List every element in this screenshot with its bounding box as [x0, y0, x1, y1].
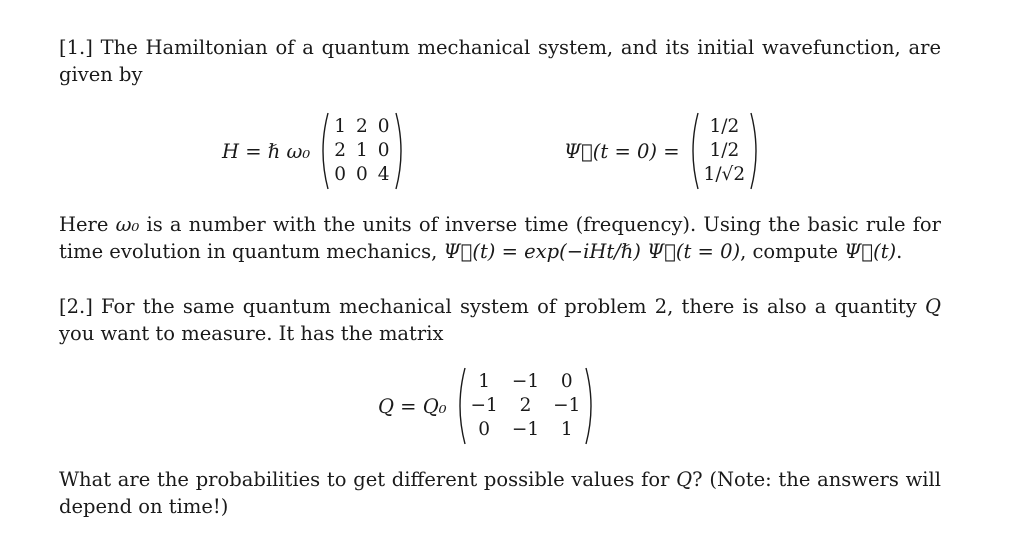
left-paren-icon [686, 111, 700, 191]
problem-1-intro-text: The Hamiltonian of a quantum mechanical system, and its initial wavefunction, are given by [59, 36, 941, 86]
question-text-1: What are the probabilities to get different possible values for [59, 468, 677, 491]
q-matrix-equation [378, 366, 598, 446]
matrix-cell: 0 [377, 116, 390, 137]
matrix-cell: −1 [511, 371, 540, 392]
body-text-1: Here [59, 213, 116, 236]
psi-initial-lhs: Ψ⃗(t = 0) = [564, 139, 680, 163]
left-paren-icon [316, 111, 330, 191]
matrix-cell: 1/√2 [703, 164, 746, 185]
matrix-cell: −1 [553, 395, 581, 416]
matrix-cell: 0 [560, 371, 573, 392]
q-matrix-lhs: Q = Q₀ [378, 394, 447, 418]
matrix-cell: 1/2 [709, 140, 740, 161]
time-evolution-formula: Ψ⃗(t) = exp(−iHt/ℏ) Ψ⃗(t = 0) [443, 240, 741, 263]
question-q-symbol: Q [676, 468, 693, 491]
matrix-cell: 0 [334, 164, 346, 185]
body-text-3: , compute [740, 240, 845, 263]
body-text-2: is a number with the units of inverse time (frequency). Using the basic rule for time evolution in quantum mechanics, [59, 213, 941, 263]
problem-2-number: [2.] [59, 295, 93, 318]
hamiltonian-matrix [316, 111, 407, 191]
matrix-cell: 1 [334, 116, 346, 137]
problem-1-intro [59, 34, 941, 88]
matrix-cell: 4 [377, 164, 390, 185]
question-text-2: ? (Note: the answers will depend on time!) [59, 468, 941, 518]
psi-t-target: Ψ⃗(t) [844, 240, 897, 263]
omega-symbol: ω₀ [115, 213, 140, 236]
q-grid [467, 370, 585, 442]
right-paren-icon [394, 111, 408, 191]
matrix-cell: 2 [519, 395, 532, 416]
psi-initial-equation [564, 111, 763, 191]
matrix-cell: 1 [478, 371, 491, 392]
matrix-cell: 0 [377, 140, 390, 161]
matrix-cell: 1/2 [709, 116, 740, 137]
right-paren-icon [584, 366, 598, 446]
problem-1-body [59, 211, 941, 265]
matrix-cell: 0 [478, 419, 491, 440]
matrix-cell: 1 [356, 140, 368, 161]
matrix-cell: −1 [511, 419, 540, 440]
problem-1-number: [1.] [59, 36, 93, 59]
psi-vector [686, 111, 764, 191]
problem-2-intro [59, 293, 941, 347]
hamiltonian-equation [222, 111, 408, 191]
problem-2-intro-text-1: For the same quantum mechanical system of problem 2, there is also a quantity [101, 295, 925, 318]
problem-2-intro-text-2: you want to measure. It has the matrix [59, 322, 444, 345]
left-paren-icon [453, 366, 467, 446]
body-text-4: . [896, 240, 903, 263]
hamiltonian-grid [330, 115, 393, 187]
psi-grid [700, 115, 750, 187]
matrix-cell: 0 [356, 164, 368, 185]
matrix-cell: 2 [334, 140, 346, 161]
matrix-cell: 1 [560, 419, 573, 440]
matrix-cell: 2 [356, 116, 368, 137]
right-paren-icon [749, 111, 763, 191]
matrix-cell: −1 [470, 395, 498, 416]
q-matrix [453, 366, 599, 446]
q-symbol: Q [925, 295, 941, 318]
hamiltonian-lhs: H = ℏ ω₀ [222, 139, 311, 163]
problem-2-question [59, 466, 941, 520]
